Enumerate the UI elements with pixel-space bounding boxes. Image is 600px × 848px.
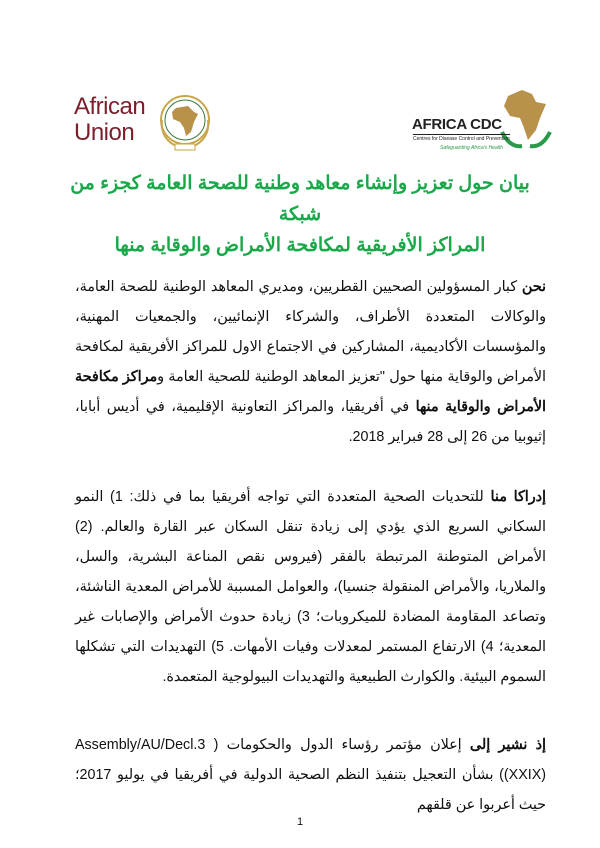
title-line-2: المراكز الأفريقية لمكافحة الأمراض والوقاية منها	[114, 235, 486, 256]
document-title	[60, 168, 540, 261]
african-union-logo	[74, 92, 214, 154]
paragraph-2	[75, 482, 546, 692]
paragraph-lead: إدراكا منا	[490, 489, 547, 505]
paragraph-text: في أفريقيا، والمراكز التعاونية الإقليمية، في أديس أبابا، إثيوبيا من 26 إلى 28 فبراير 2018.	[75, 399, 546, 445]
african-union-emblem-icon	[156, 92, 214, 154]
paragraph-text: كبار المسؤولين الصحيين القطريين، ومديري المعاهد الوطنية للصحة العامة، والوكالات المتعددة الأطراف، والشركاء الإنمائيين، والجمعيات المهنية، والمؤسسات الأكاديمية، المشاركين في الاجتماع الاول للمراكز الأفريقية لمكافحة الأمراض والوقاية منها حول "تعزيز المعاهد الوطنية للصحية العامة و	[75, 279, 546, 385]
title-line-1: بيان حول تعزيز وإنشاء معاهد وطنية للصحة العامة كجزء من شبكة	[70, 173, 530, 225]
africa-cdc-name: AFRICA CDC	[412, 116, 502, 133]
page-number: 1	[296, 816, 304, 828]
african-union-wordmark: African Union	[74, 93, 146, 146]
africa-map-hands-icon	[500, 88, 552, 154]
paragraph-lead: نحن	[521, 279, 546, 295]
paragraph-text: للتحديات الصحية المتعددة التي تواجه أفريقيا بما في ذلك: 1) النمو السكاني السريع الذي يؤدي إلى زيادة تنقل السكان عبر القارة والعالم. (2) الأمراض المتوطنة المرتبطة بالفقر (فيروس نقص المناعة البشرية، والسل، والملاريا، والأمراض المنقولة جنسيا)، والعوامل المسببة للأمراض المعدية الناشئة، وتصاعد المقاومة المضادة للميكروبات؛ 3) زيادة حدوث الأمراض والإصابات غير المعدية؛ 4) الارتفاع المستمر لمعدلات وفيات الأمهات. 5) التهديدات التي تشكلها السموم البيئية. والكوارث الطبيعية والتهديدات البيولوجية المتعمدة.	[75, 489, 547, 685]
paragraph-1	[75, 272, 546, 452]
paragraph-3	[75, 730, 546, 820]
paragraph-text: إعلان مؤتمر رؤساء الدول والحكومات ( Assembly/AU/Decl.3 (XXIX)) بشأن التعجيل بتنفيذ النظم الصحية الدولية في أفريقيا في يوليو 2017؛ حيث أعربوا عن قلقهم	[75, 737, 546, 813]
africa-cdc-tagline: Safeguarding Africa's Health	[440, 145, 504, 151]
africa-cdc-subtitle: Centres for Disease Control and Prevention	[413, 136, 510, 142]
paragraph-bold-text: مراكز مكافحة الأمراض والوقاية منها	[75, 369, 546, 415]
paragraph-lead: إذ نشير إلى	[469, 737, 546, 753]
africa-cdc-logo	[412, 88, 552, 154]
